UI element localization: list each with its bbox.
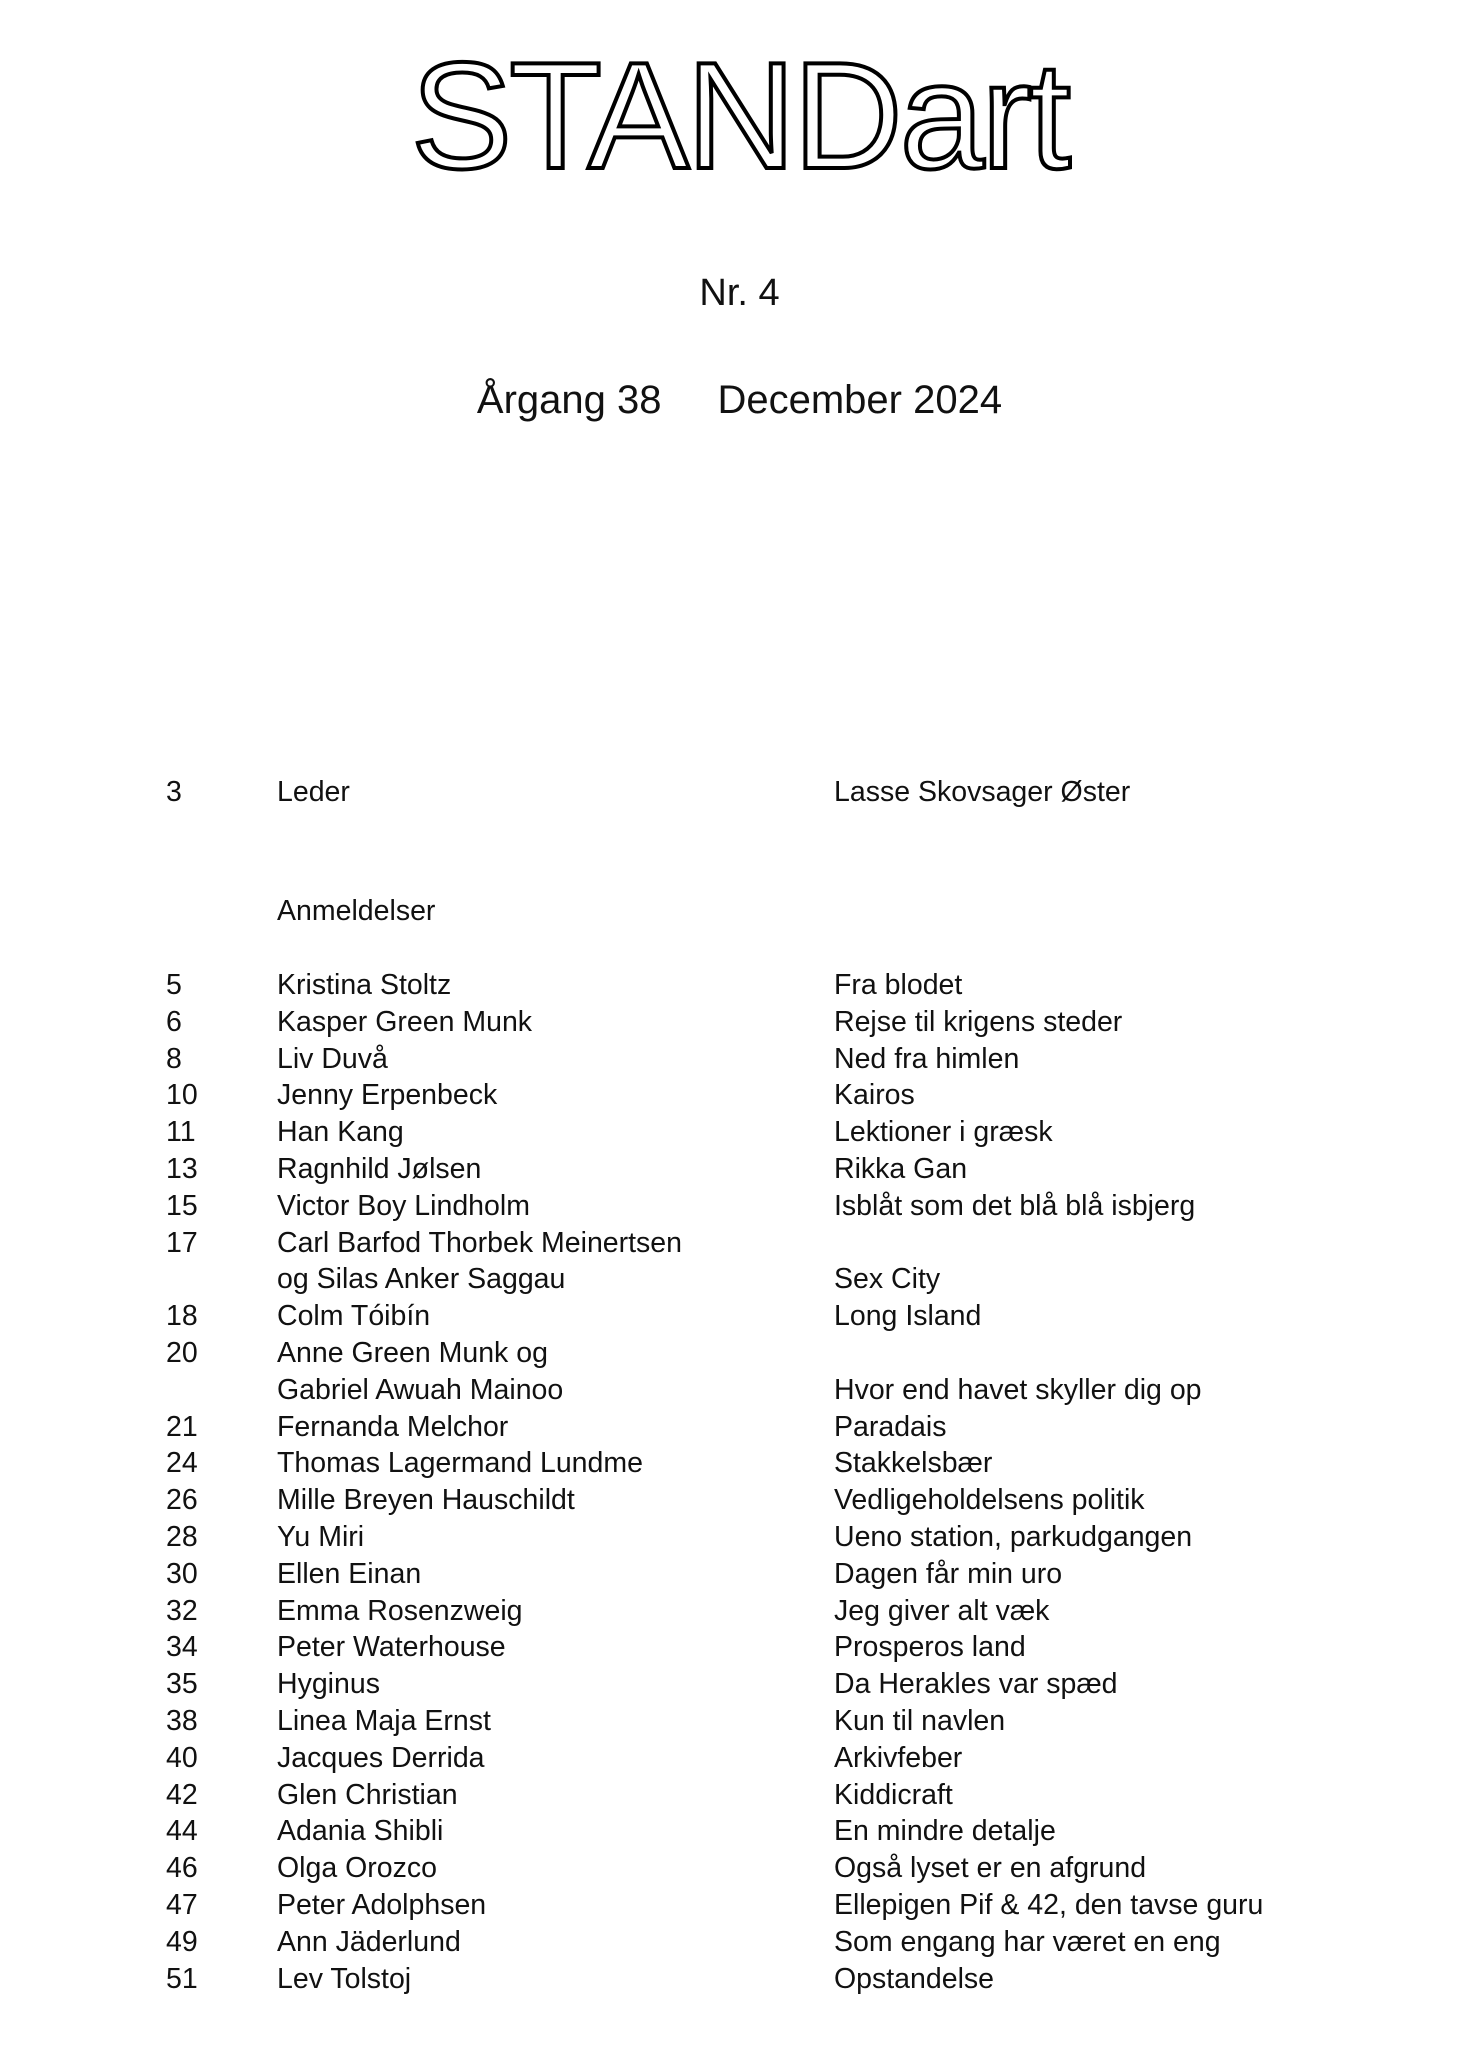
entry-author: Mille Breyen Hauschildt <box>277 1484 575 1517</box>
entry-author: Peter Waterhouse <box>277 1631 506 1664</box>
issue-date: December 2024 <box>717 378 1003 422</box>
entry-author: Glen Christian <box>277 1778 458 1811</box>
entry-title: Long Island <box>834 1300 982 1333</box>
entry-title: Ellepigen Pif & 42, den tavse guru <box>834 1889 1264 1921</box>
entry-title: Dagen får min uro <box>834 1557 1063 1590</box>
page-number: 44 <box>166 1815 198 1848</box>
toc-row <box>0 1004 1479 1041</box>
entry-author: Fernanda Melchor <box>277 1410 509 1443</box>
entry-author: Liv Duvå <box>277 1042 388 1075</box>
toc-row <box>0 1372 1479 1409</box>
entry-title: Isblåt som det blå blå isbjerg <box>834 1189 1196 1222</box>
page-number: 13 <box>166 1153 198 1185</box>
toc-row <box>0 1813 1479 1850</box>
toc-row <box>0 1740 1479 1777</box>
toc-row <box>0 1482 1479 1519</box>
entry-author: Jacques Derrida <box>277 1741 485 1774</box>
entry-title: Rejse til krigens steder <box>834 1005 1123 1038</box>
toc-row <box>0 1151 1479 1188</box>
entry-author: og Silas Anker Saggau <box>277 1263 566 1296</box>
page-number: 42 <box>166 1778 198 1811</box>
entry-title: En mindre detalje <box>834 1815 1056 1848</box>
page-number: 21 <box>166 1410 198 1443</box>
page-number: 3 <box>166 776 182 808</box>
toc-row <box>0 1445 1479 1482</box>
entry-author: Victor Boy Lindholm <box>277 1189 530 1222</box>
entry-title: Sex City <box>834 1263 941 1296</box>
page-number: 49 <box>166 1925 198 1958</box>
toc-row <box>0 1188 1479 1225</box>
page-number: 28 <box>166 1521 198 1553</box>
entry-title: Vedligeholdelsens politik <box>834 1484 1145 1517</box>
page-number: 51 <box>166 1962 198 1995</box>
volume-label: Årgang 38 <box>476 378 662 422</box>
entry-author: Ann Jäderlund <box>277 1925 461 1958</box>
toc-row <box>0 1519 1479 1556</box>
page-number: 15 <box>166 1189 198 1222</box>
entry-author: Lasse Skovsager Øster <box>834 776 1131 808</box>
page-number: 32 <box>166 1594 198 1627</box>
entry-title: Opstandelse <box>834 1962 995 1995</box>
toc-row <box>0 1114 1479 1151</box>
entry-title: Da Herakles var spæd <box>834 1668 1118 1701</box>
page-number: 24 <box>166 1447 198 1480</box>
entry-title: Som engang har været en eng <box>834 1925 1221 1958</box>
entry-title: Leder <box>277 776 350 808</box>
toc-row <box>0 967 1479 1004</box>
page-number: 11 <box>166 1116 196 1149</box>
entry-author: Linea Maja Ernst <box>277 1705 491 1737</box>
magazine-logo: STANDart <box>410 31 1069 201</box>
entry-title: Ueno station, parkudgangen <box>834 1521 1193 1553</box>
entry-author: Adania Shibli <box>277 1815 444 1848</box>
entry-title: Lektioner i græsk <box>834 1116 1053 1149</box>
entry-author: Kasper Green Munk <box>277 1005 533 1038</box>
page-number: 35 <box>166 1668 198 1701</box>
page-number: 26 <box>166 1484 198 1517</box>
entry-author: Peter Adolphsen <box>277 1889 487 1921</box>
entry-author: Anne Green Munk og <box>277 1337 548 1369</box>
toc-row <box>0 1298 1479 1335</box>
entry-author: Colm Tóibín <box>277 1300 431 1333</box>
toc-row <box>0 1335 1479 1372</box>
entry-title: Kairos <box>834 1079 915 1112</box>
page-number: 40 <box>166 1741 198 1774</box>
page-number: 5 <box>166 969 182 1001</box>
toc-row <box>0 1850 1479 1887</box>
toc-row <box>0 1261 1479 1298</box>
toc-row <box>0 1593 1479 1630</box>
toc-row <box>0 1666 1479 1703</box>
toc-row <box>0 1961 1479 1998</box>
page-number: 8 <box>166 1042 182 1075</box>
toc-row <box>0 1556 1479 1593</box>
entry-title: Rikka Gan <box>834 1153 968 1185</box>
entry-author: Jenny Erpenbeck <box>277 1079 498 1112</box>
page-number: 10 <box>166 1079 198 1112</box>
page-number: 20 <box>166 1337 198 1369</box>
entry-title: Stakkelsbær <box>834 1447 993 1480</box>
page-number: 6 <box>166 1005 182 1038</box>
entry-author: Carl Barfod Thorbek Meinertsen <box>277 1226 682 1259</box>
entry-author: Lev Tolstoj <box>277 1962 412 1995</box>
issue-number: Nr. 4 <box>699 272 780 314</box>
page-number: 47 <box>166 1889 198 1921</box>
entry-author: Yu Miri <box>277 1521 365 1553</box>
entry-title: Jeg giver alt væk <box>834 1594 1050 1627</box>
page-number: 34 <box>166 1631 198 1664</box>
entry-title: Kun til navlen <box>834 1705 1006 1737</box>
entry-title: Prosperos land <box>834 1631 1026 1664</box>
page-number: 17 <box>166 1226 198 1259</box>
entry-author: Thomas Lagermand Lundme <box>277 1447 643 1480</box>
entry-author: Gabriel Awuah Mainoo <box>277 1373 564 1406</box>
entry-author: Hyginus <box>277 1668 380 1701</box>
toc-row <box>0 1924 1479 1961</box>
entry-title: Paradais <box>834 1410 947 1443</box>
toc-row <box>0 1887 1479 1924</box>
toc-row <box>0 1077 1479 1114</box>
entry-author: Han Kang <box>277 1116 404 1149</box>
toc-row <box>0 1041 1479 1078</box>
entry-title: Arkivfeber <box>834 1741 963 1774</box>
entry-author: Ellen Einan <box>277 1557 422 1590</box>
entry-author: Ragnhild Jølsen <box>277 1153 482 1185</box>
entry-title: Hvor end havet skyller dig op <box>834 1373 1202 1406</box>
page-number: 38 <box>166 1705 198 1737</box>
entry-title: Ned fra himlen <box>834 1042 1020 1075</box>
section-heading: Anmeldelser <box>277 895 436 927</box>
toc-row <box>0 1703 1479 1740</box>
page-number: 46 <box>166 1852 198 1885</box>
toc-row-editorial <box>0 774 1479 811</box>
entry-title: Også lyset er en afgrund <box>834 1852 1147 1885</box>
entry-author: Olga Orozco <box>277 1852 437 1885</box>
entry-author: Emma Rosenzweig <box>277 1594 523 1627</box>
page-number: 30 <box>166 1557 198 1590</box>
toc-row <box>0 1629 1479 1666</box>
toc-row <box>0 1777 1479 1814</box>
toc-row <box>0 1409 1479 1446</box>
entry-author: Kristina Stoltz <box>277 969 452 1001</box>
page-number: 18 <box>166 1300 198 1333</box>
entry-title: Kiddicraft <box>834 1778 953 1811</box>
toc-row <box>0 1225 1479 1262</box>
entry-title: Fra blodet <box>834 969 963 1001</box>
